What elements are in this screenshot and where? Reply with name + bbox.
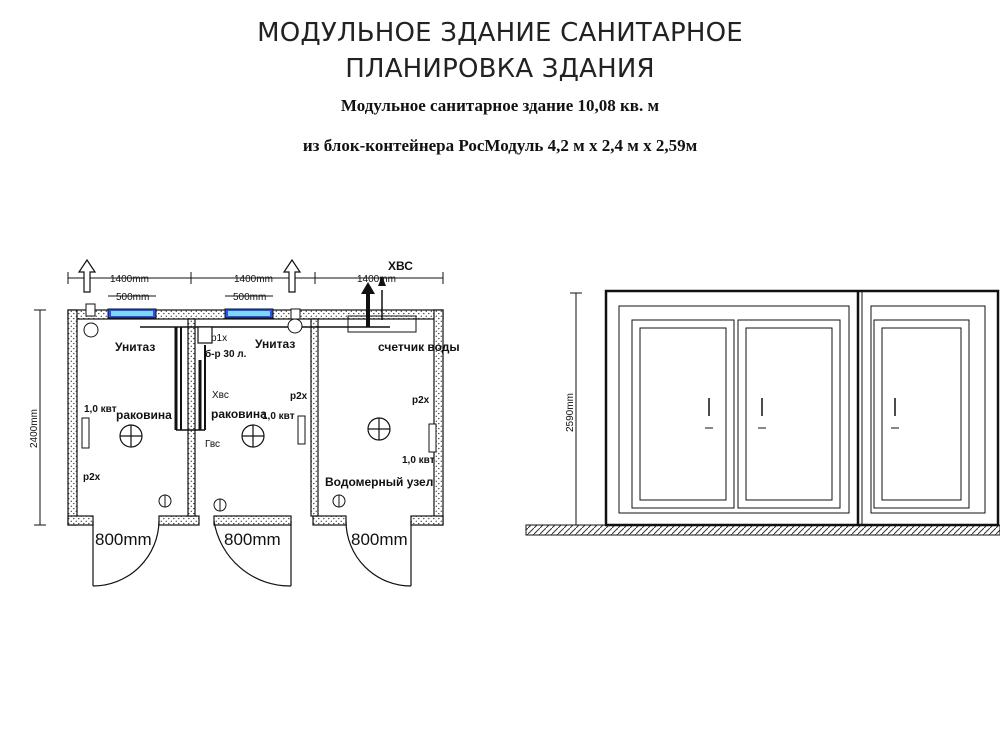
boiler-label: б-р 30 л.	[205, 349, 247, 360]
page-title: МОДУЛЬНОЕ ЗДАНИЕ САНИТАРНОЕ	[257, 18, 743, 48]
socket-boiler-label: р1х	[211, 333, 228, 344]
dim-room3-label: 1400mm	[357, 274, 396, 285]
building-area-caption: Модульное санитарное здание 10,08 кв. м	[340, 96, 660, 115]
floor-plan	[29, 259, 460, 586]
page-subtitle-heading: ПЛАНИРОВКА ЗДАНИЯ	[345, 54, 655, 84]
water-unit-label: Водомерный узел	[325, 475, 434, 489]
water-meter-label: счетчик воды	[378, 340, 460, 354]
sink-1-icon	[120, 425, 142, 447]
height-label: 2590mm	[565, 393, 576, 432]
socket-3-label: р2х	[412, 395, 430, 406]
dim-window2-label: 500mm	[233, 292, 267, 303]
toilet-1-icon	[84, 304, 98, 337]
window-2-glass	[228, 311, 270, 316]
socket-2-label: р2х	[290, 391, 308, 402]
toilet-1-label: Унитаз	[115, 340, 156, 354]
building-facade	[606, 291, 998, 525]
container-size-caption: из блок-контейнера РосМодуль 4,2 м х 2,4 м х 2,59м	[302, 136, 698, 155]
dim-room2-label: 1400mm	[234, 274, 273, 285]
window-1-glass	[111, 311, 153, 316]
hot-water-label: Гвс	[205, 439, 221, 450]
door-leaves	[632, 320, 969, 508]
sink-2-label: раковина	[211, 407, 267, 421]
door-2-width-label: 800mm	[224, 530, 281, 549]
door-3-width-label: 800mm	[351, 530, 408, 549]
drain-3-icon	[368, 418, 390, 440]
dim-depth-label: 2400mm	[29, 409, 40, 448]
cold-water-inner-label: Хвс	[212, 390, 229, 401]
toilet-2-label: Унитаз	[255, 337, 296, 351]
front-elevation	[526, 291, 1000, 535]
sink-2-icon	[242, 425, 264, 447]
dim-window1-label: 500mm	[116, 292, 150, 303]
heater-2-label: 1,0 квт	[262, 411, 295, 422]
heater-1-label: 1,0 квт	[84, 404, 117, 415]
dim-room1-label: 1400mm	[110, 274, 149, 285]
socket-1-label: р2х	[83, 472, 101, 483]
sink-1-label: раковина	[116, 408, 172, 422]
cold-water-main-label: ХВС	[388, 259, 413, 273]
heater-3-label: 1,0 квт	[402, 455, 435, 466]
door-1-width-label: 800mm	[95, 530, 152, 549]
ground-line	[526, 525, 1000, 535]
